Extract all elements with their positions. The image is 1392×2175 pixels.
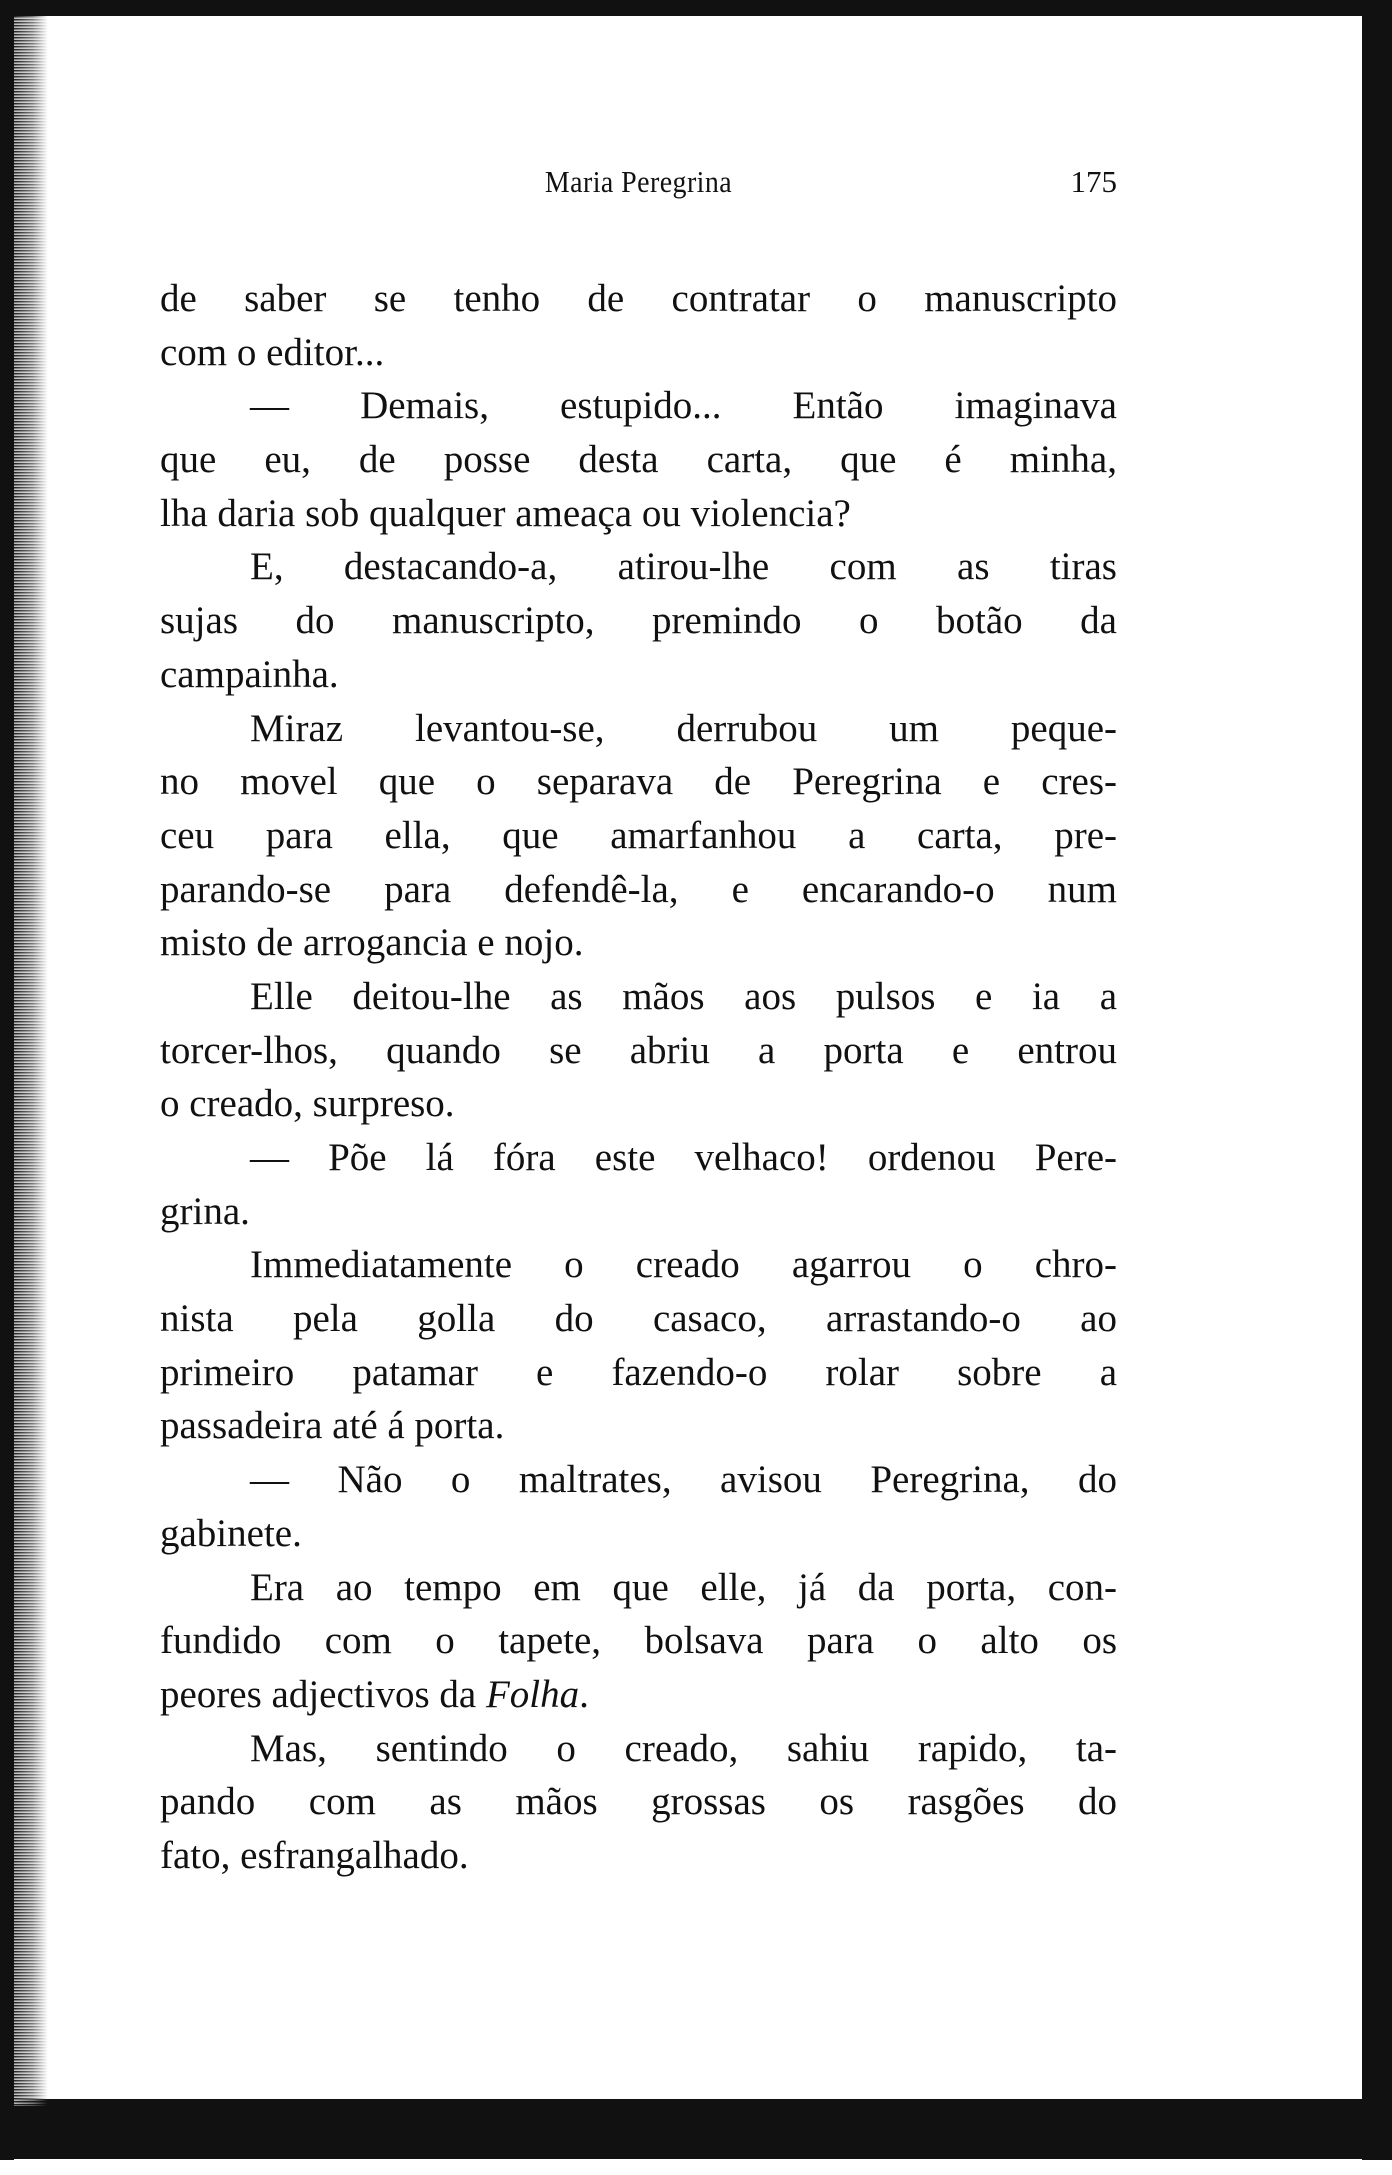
paragraph xyxy=(160,1131,1117,1238)
text-line: o creado, surpreso. xyxy=(160,1082,455,1126)
paragraph xyxy=(160,272,1117,379)
text-line: — Não o maltrates, avisou Peregrina, do xyxy=(250,1458,1117,1502)
scan-border-right xyxy=(1362,0,1392,2160)
text-line: parando-se para defendê-la, e encarando-o num xyxy=(160,867,1117,911)
text-line: Era ao tempo em que elle, já da porta, con- xyxy=(250,1565,1117,1609)
text-line: fundido com o tapete, bolsava para o alto os xyxy=(160,1619,1117,1663)
text-line: de saber se tenho de contratar o manuscripto xyxy=(160,277,1117,320)
text-line: Immediatamente o creado agarrou o chro- xyxy=(250,1243,1117,1287)
paragraph xyxy=(160,1722,1117,1883)
text-line: pando com as mãos grossas os rasgões do xyxy=(160,1780,1117,1824)
text-line: grina. xyxy=(160,1189,250,1233)
text-line: no movel que o separava de Peregrina e cres- xyxy=(160,760,1117,804)
text-line: torcer-lhos, quando se abriu a porta e entrou xyxy=(160,1028,1117,1072)
text-line xyxy=(160,1668,1117,1722)
paragraph xyxy=(160,1561,1117,1722)
text-line: campainha. xyxy=(160,652,339,696)
paragraph xyxy=(160,1238,1117,1453)
text-line: — Põe lá fóra este velhaco! ordenou Pere- xyxy=(250,1136,1117,1179)
scan-border-top xyxy=(0,0,1392,16)
text-line: E, destacando-a, atirou-lhe com as tiras xyxy=(250,545,1117,589)
paragraph xyxy=(160,970,1117,1131)
scan-border-left xyxy=(0,0,14,2160)
text-line: que eu, de posse desta carta, que é minha, xyxy=(160,438,1117,482)
page-number: 175 xyxy=(1070,164,1117,199)
text-line: Elle deitou-lhe as mãos aos pulsos e ia a xyxy=(250,974,1117,1018)
scan-border-bottom xyxy=(0,2099,1392,2159)
paragraph xyxy=(160,540,1117,701)
text-line: primeiro patamar e fazendo-o rolar sobre a xyxy=(160,1350,1117,1394)
text-segment: . xyxy=(579,1672,589,1716)
text-line: passadeira até á porta. xyxy=(160,1404,505,1448)
page-gutter-shadow xyxy=(14,16,48,2106)
paragraph xyxy=(160,702,1117,970)
text-line: Miraz levantou-se, derrubou um peque- xyxy=(250,706,1117,750)
body-text xyxy=(160,272,1117,1883)
text-line: sujas do manuscripto, premindo o botão da xyxy=(160,599,1117,643)
text-line: gabinete. xyxy=(160,1511,302,1555)
text-line: misto de arrogancia e nojo. xyxy=(160,921,584,965)
text-line: fato, esfrangalhado. xyxy=(160,1833,469,1877)
text-line: com o editor... xyxy=(160,330,385,374)
text-line: — Demais, estupido... Então imaginava xyxy=(250,384,1117,428)
text-line: lha daria sob qualquer ameaça ou violencia? xyxy=(160,491,851,535)
running-head xyxy=(160,160,1117,204)
paragraph xyxy=(160,379,1117,540)
paragraph xyxy=(160,1453,1117,1560)
text-line: ceu para ella, que amarfanhou a carta, pre- xyxy=(160,813,1117,857)
text-line: Mas, sentindo o creado, sahiu rapido, ta- xyxy=(250,1726,1117,1770)
text-line: nista pela golla do casaco, arrastando-o ao xyxy=(160,1297,1117,1341)
text-segment: peores adjectivos da xyxy=(160,1672,486,1716)
running-head-title: Maria Peregrina xyxy=(544,164,733,199)
italic-title: Folha xyxy=(485,1672,580,1716)
